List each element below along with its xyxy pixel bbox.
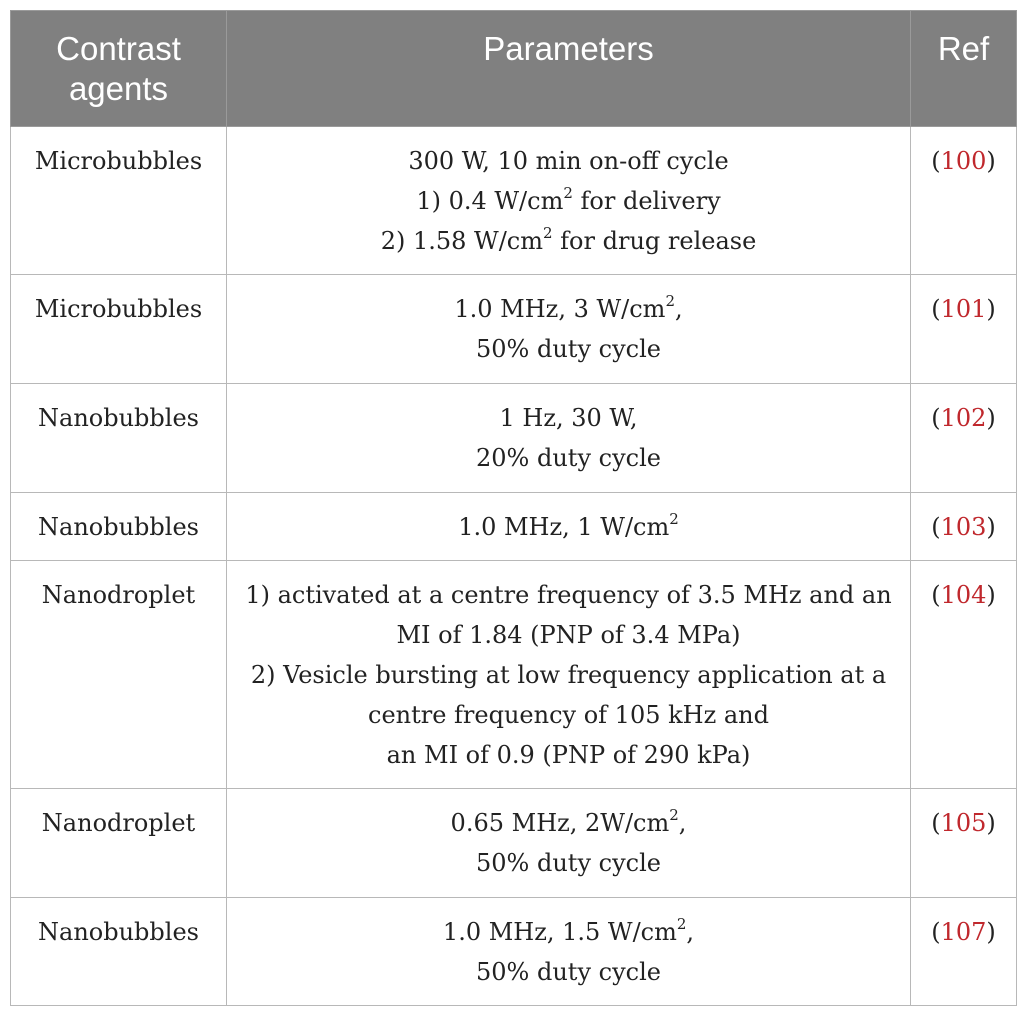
parameter-text: 0.65 MHz, 2W/cm	[450, 809, 670, 837]
parameter-line	[235, 507, 902, 547]
parameter-text: 1) activated at a centre frequency of 3.5 MHz and an	[245, 581, 892, 609]
parameter-line	[235, 843, 902, 883]
ref-cell: (102)	[911, 384, 1017, 493]
agent-name: Nanobubbles	[38, 404, 199, 432]
parameter-line	[235, 438, 902, 478]
parameter-text: 2) Vesicle bursting at low frequency application at a	[250, 661, 887, 689]
header-row	[11, 11, 1017, 127]
table-row	[11, 127, 1017, 275]
superscript: 2	[543, 224, 553, 242]
table-row	[11, 493, 1017, 561]
header-ref	[911, 11, 1017, 127]
ref-link[interactable]: 100	[940, 147, 987, 175]
agent-cell	[11, 561, 227, 789]
agent-name: Nanodroplet	[41, 809, 196, 837]
parameter-text: 50% duty cycle	[476, 335, 661, 363]
parameter-text-after: for drug release	[552, 227, 757, 255]
parameters-cell	[227, 275, 911, 384]
parameter-line	[235, 655, 902, 695]
parameter-line	[235, 575, 902, 615]
table-row	[11, 275, 1017, 384]
parameter-line	[235, 912, 902, 952]
parameter-line	[235, 141, 902, 181]
table-row	[11, 789, 1017, 898]
parameter-line	[235, 181, 902, 221]
parameter-text: MI of 1.84 (PNP of 3.4 MPa)	[396, 621, 741, 649]
ref-cell: (107)	[911, 898, 1017, 1006]
ref-cell: (103)	[911, 493, 1017, 561]
ref-link[interactable]: 101	[940, 295, 987, 323]
parameter-text-after: for delivery	[572, 187, 721, 215]
parameter-line	[235, 329, 902, 369]
parameter-text: an MI of 0.9 (PNP of 290 kPa)	[386, 741, 751, 769]
agent-name: Microbubbles	[34, 147, 203, 175]
parameter-text: 50% duty cycle	[476, 849, 661, 877]
superscript: 2	[676, 915, 687, 933]
superscript: 2	[669, 806, 679, 824]
ref-link[interactable]: 107	[940, 918, 987, 946]
header-parameters	[227, 11, 911, 127]
table-row	[11, 561, 1017, 789]
agent-name: Nanobubbles	[38, 513, 199, 541]
agent-cell	[11, 898, 227, 1006]
parameter-text: 1.0 MHz, 3 W/cm	[454, 295, 666, 323]
agent-name: Microbubbles	[34, 295, 203, 323]
parameter-text-after: ,	[674, 295, 683, 323]
parameter-line	[235, 289, 902, 329]
parameter-text: 1.0 MHz, 1 W/cm	[458, 513, 670, 541]
parameters-cell	[227, 561, 911, 789]
table-row	[11, 384, 1017, 493]
parameter-text: 1 Hz, 30 W,	[499, 404, 638, 432]
header-ref-label: Ref	[937, 30, 990, 67]
agent-cell	[11, 789, 227, 898]
agent-cell	[11, 127, 227, 275]
ref-cell: (100)	[911, 127, 1017, 275]
parameter-line	[235, 221, 902, 261]
ref-cell: (104)	[911, 561, 1017, 789]
ref-link[interactable]: 105	[940, 809, 987, 837]
parameter-text: centre frequency of 105 kHz and	[368, 701, 769, 729]
agent-cell	[11, 275, 227, 384]
ref-link[interactable]: 102	[940, 404, 987, 432]
parameter-text: 1.0 MHz, 1.5 W/cm	[442, 918, 677, 946]
parameters-cell	[227, 493, 911, 561]
ref-link[interactable]: 103	[940, 513, 987, 541]
agent-name: Nanodroplet	[41, 581, 196, 609]
agent-name: Nanobubbles	[38, 918, 199, 946]
parameter-text: 50% duty cycle	[476, 958, 661, 986]
ref-cell: (101)	[911, 275, 1017, 384]
parameters-cell	[227, 384, 911, 493]
parameter-line	[235, 735, 902, 775]
contrast-agents-table	[10, 10, 1017, 1006]
header-contrast-agents	[11, 11, 227, 127]
ref-link[interactable]: 104	[940, 581, 987, 609]
parameter-text-after: ,	[678, 809, 687, 837]
parameters-cell	[227, 789, 911, 898]
header-contrast-agents-label: Contrast agents	[56, 30, 181, 107]
parameter-line	[235, 803, 902, 843]
superscript: 2	[665, 292, 675, 310]
table-row	[11, 898, 1017, 1006]
superscript: 2	[669, 510, 679, 528]
parameter-text: 2) 1.58 W/cm	[380, 227, 543, 255]
parameters-cell	[227, 127, 911, 275]
parameter-text: 300 W, 10 min on-off cycle	[408, 147, 729, 175]
parameters-cell	[227, 898, 911, 1006]
parameter-line	[235, 398, 902, 438]
ref-cell: (105)	[911, 789, 1017, 898]
agent-cell	[11, 384, 227, 493]
parameter-text: 1) 0.4 W/cm	[416, 187, 564, 215]
parameter-line	[235, 615, 902, 655]
parameter-text-after: ,	[686, 918, 695, 946]
header-parameters-label: Parameters	[483, 30, 654, 67]
agent-cell	[11, 493, 227, 561]
superscript: 2	[563, 184, 573, 202]
parameter-line	[235, 695, 902, 735]
parameter-line	[235, 952, 902, 992]
parameter-text: 20% duty cycle	[476, 444, 661, 472]
